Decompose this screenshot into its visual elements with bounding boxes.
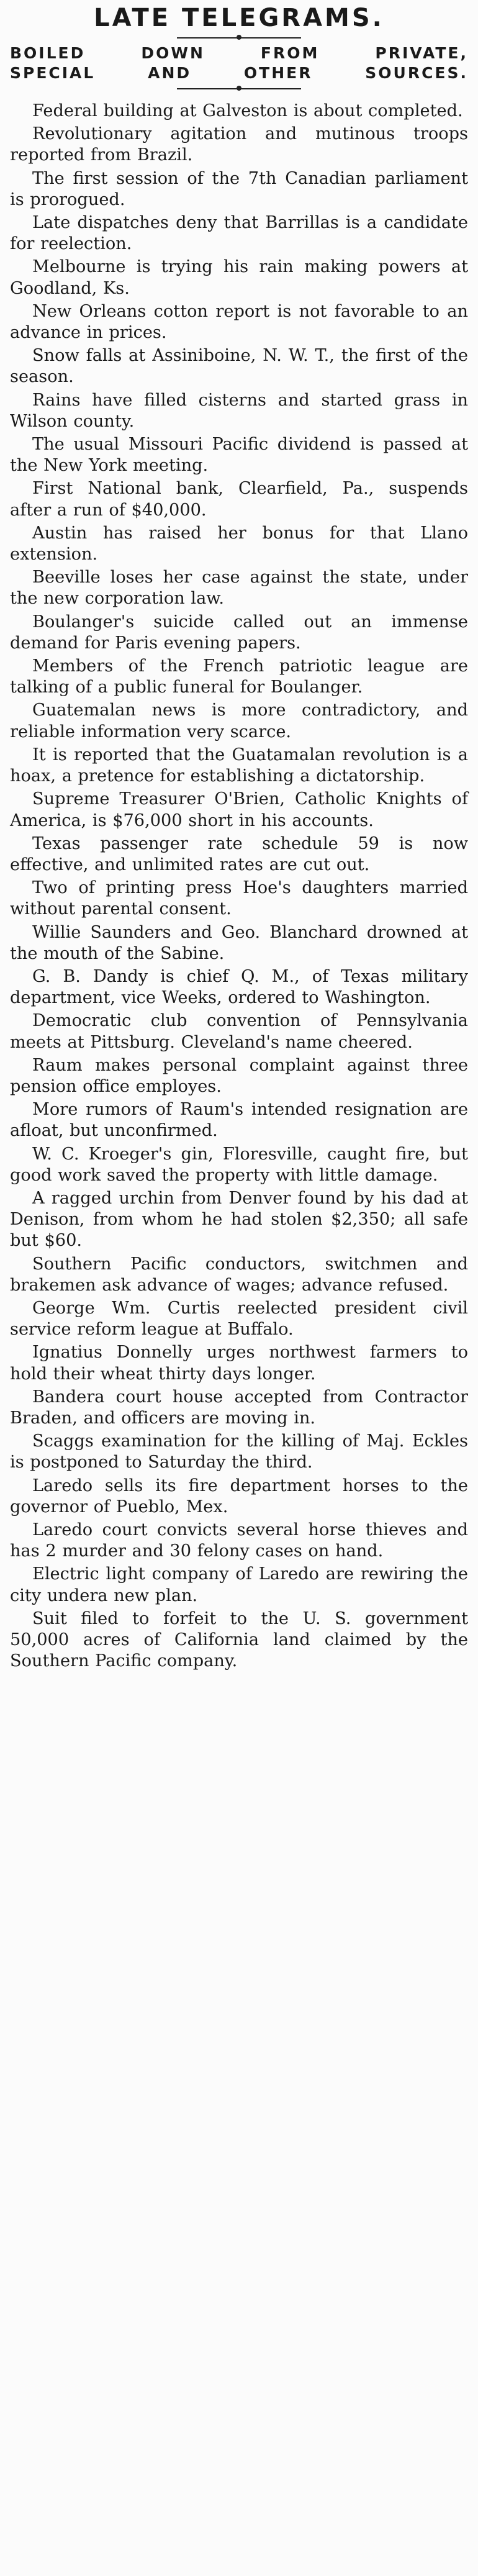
news-item: The usual Missouri Pacific dividend is passed at the New York meeting. bbox=[10, 435, 468, 476]
news-item: Supreme Treasurer O'Brien, Catholic Knights of America, is $76,000 short in his accounts. bbox=[10, 789, 468, 830]
news-item: Austin has raised her bonus for that Llano extension. bbox=[10, 523, 468, 565]
news-item: The first session of the 7th Canadian parliament is prorogued. bbox=[10, 168, 468, 209]
divider-dot-icon bbox=[237, 86, 241, 91]
news-item: Laredo court convicts several horse thieves and has 2 murder and 30 felony cases on hand. bbox=[10, 1520, 468, 1561]
news-item: Suit filed to forfeit to the U. S. government 50,000 acres of California land claimed by the Southern Pacific company. bbox=[10, 1608, 468, 1671]
news-item: Late dispatches deny that Barrillas is a candidate for reelection. bbox=[10, 213, 468, 254]
news-item: Electric light company of Laredo are rewiring the city undera new plan. bbox=[10, 1564, 468, 1605]
divider-rule bbox=[177, 83, 301, 93]
news-item: Southern Pacific conductors, switchmen and brakemen ask advance of wages; advance refused. bbox=[10, 1254, 468, 1295]
news-item: Members of the French patriotic league are talking of a public funeral for Boulanger. bbox=[10, 656, 468, 697]
subheadline-line-2: SPECIAL AND OTHER SOURCES. bbox=[10, 64, 468, 82]
divider-rule bbox=[177, 32, 301, 42]
news-item: Revolutionary agitation and mutinous troops reported from Brazil. bbox=[10, 124, 468, 165]
news-item: Texas passenger rate schedule 59 is now effective, and unlimited rates are cut out. bbox=[10, 833, 468, 874]
news-item: Snow falls at Assiniboine, N. W. T., the first of the season. bbox=[10, 346, 468, 387]
news-item: Democratic club convention of Pennsylvania meets at Pittsburg. Cleveland's name cheered. bbox=[10, 1011, 468, 1052]
news-items bbox=[10, 101, 468, 1672]
news-item: Melbourne is trying his rain making powers at Goodland, Ks. bbox=[10, 257, 468, 298]
news-item: Ignatius Donnelly urges northwest farmers to hold their wheat thirty days longer. bbox=[10, 1343, 468, 1384]
news-item: Two of printing press Hoe's daughters married without parental consent. bbox=[10, 878, 468, 919]
news-item: Bandera court house accepted from Contractor Braden, and officers are moving in. bbox=[10, 1387, 468, 1428]
news-item: Federal building at Galveston is about completed. bbox=[32, 101, 463, 120]
news-item: G. B. Dandy is chief Q. M., of Texas military department, vice Weeks, ordered to Washington. bbox=[10, 966, 468, 1008]
divider-dot-icon bbox=[237, 35, 241, 40]
news-item: W. C. Kroeger's gin, Floresville, caught fire, but good work saved the property with little damage. bbox=[10, 1144, 468, 1185]
news-item: Beeville loses her case against the state, under the new corporation law. bbox=[10, 568, 468, 609]
news-item: Guatemalan news is more contradictory, and reliable information very scarce. bbox=[10, 701, 468, 742]
news-item: New Orleans cotton report is not favorable to an advance in prices. bbox=[10, 301, 468, 343]
subheadline-line-1: BOILED DOWN FROM PRIVATE, bbox=[10, 44, 468, 62]
news-item: Willie Saunders and Geo. Blanchard drowned at the mouth of the Sabine. bbox=[10, 922, 468, 963]
news-item: Laredo sells its fire department horses to the governor of Pueblo, Mex. bbox=[10, 1476, 468, 1517]
subheadline bbox=[10, 43, 468, 83]
news-item: More rumors of Raum's intended resignation are afloat, but unconfirmed. bbox=[10, 1100, 468, 1141]
news-item: Rains have filled cisterns and started grass in Wilson county. bbox=[10, 390, 468, 431]
news-item: It is reported that the Guatamalan revolution is a hoax, a pretence for establishing a dictatorship. bbox=[10, 745, 468, 786]
headline: LATE TELEGRAMS. bbox=[94, 4, 384, 32]
news-item: George Wm. Curtis reelected president civil service reform league at Buffalo. bbox=[10, 1298, 468, 1340]
news-item: A ragged urchin from Denver found by his dad at Denison, from whom he had stolen $2,350; all safe but $60. bbox=[10, 1188, 468, 1251]
news-item: Boulanger's suicide called out an immense demand for Paris evening papers. bbox=[10, 612, 468, 653]
news-item: Raum makes personal complaint against three pension office employes. bbox=[10, 1055, 468, 1096]
news-item: First National bank, Clearfield, Pa., suspends after a run of $40,000. bbox=[10, 479, 468, 520]
news-item: Scaggs examination for the killing of Maj. Eckles is postponed to Saturday the third. bbox=[10, 1431, 468, 1472]
